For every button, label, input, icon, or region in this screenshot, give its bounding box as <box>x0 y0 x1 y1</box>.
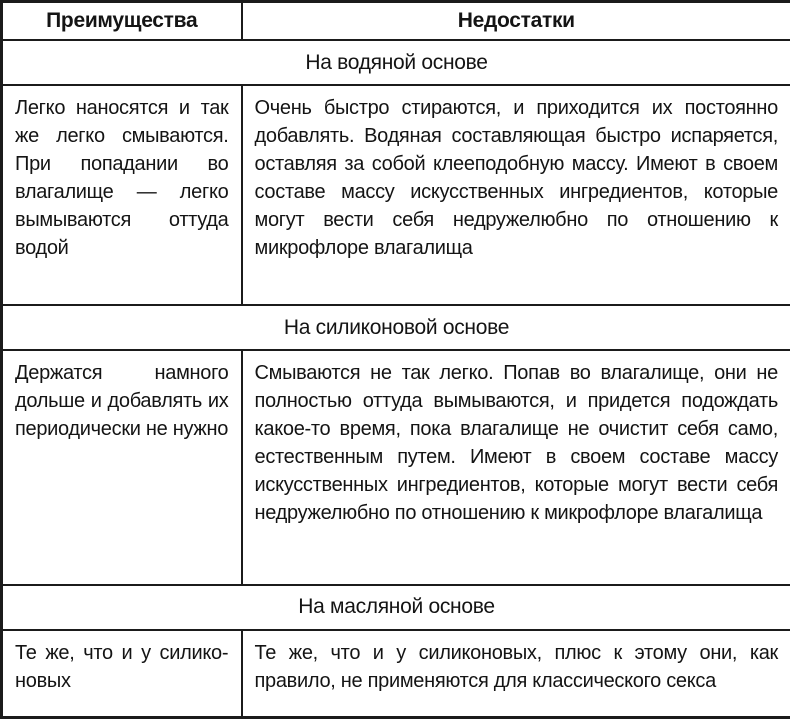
section-title-oil: На масляной основе <box>2 585 790 630</box>
section-row-oil <box>2 585 790 630</box>
table-row <box>2 350 790 585</box>
advantages-cell-oil: Те же, что и у силиконовых <box>2 630 242 718</box>
table-row <box>2 85 790 305</box>
disadvantages-cell-oil: Те же, что и у силиконовых, плюс к этому они, как правило, не применяются для классического секса <box>242 630 790 718</box>
section-title-water: На водяной основе <box>2 40 790 85</box>
section-row-silicone <box>2 305 790 350</box>
section-row-water <box>2 40 790 85</box>
table-row <box>2 630 790 718</box>
column-header-advantages: Преимущества <box>2 2 242 41</box>
disadvantages-cell-water: Очень быстро стираются, и приходится их постоянно добавлять. Водяная составляющая быстро испаряется, оставляя за собой клееподобную массу. Имеют в своем составе массу искусственных ингредиентов, которые могут вести себя недружелюбно по отношению к микрофлоре влагалища <box>242 85 790 305</box>
advantages-cell-silicone: Держатся намного дольше и добавлять их периодически не нужно <box>2 350 242 585</box>
section-title-silicone: На силиконовой основе <box>2 305 790 350</box>
disadvantages-cell-silicone: Смываются не так легко. Попав во влагалище, они не полностью оттуда вымываются, и придется подождать какое-то время, пока влагалище не очистит себя само, естественным путем. Имеют в своем составе массу искусственных ингредиентов, которые могут вести себя недружелюбно по отношению к микрофлоре влагалища <box>242 350 790 585</box>
table-header-row <box>2 2 790 41</box>
column-header-disadvantages: Недостатки <box>242 2 790 41</box>
advantages-cell-water: Легко наносятся и так же легко смываются. При попадании во влагалище — легко вымываются оттуда водой <box>2 85 242 305</box>
